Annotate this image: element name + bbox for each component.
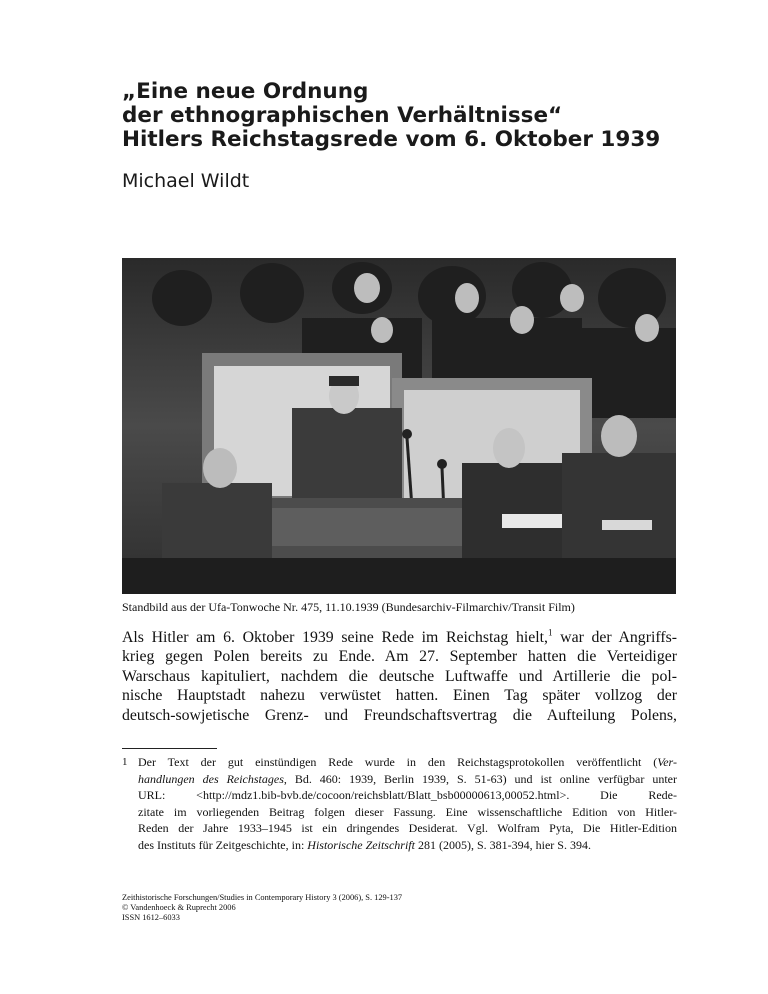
footnote-italic-text: Historische Zeitschrift xyxy=(307,837,415,852)
historical-photograph xyxy=(122,258,676,594)
footer-line-copyright: © Vandenhoeck & Ruprecht 2006 xyxy=(122,903,236,913)
footnote-text: des Instituts für Zeitgeschichte, in: xyxy=(138,837,308,852)
footnote xyxy=(122,754,677,854)
body-line: krieg gegen Polen bereits zu Ende. Am 27. September hatten die Verteidiger xyxy=(122,648,677,666)
footnote-text: Der Text der gut einstündigen Rede wurde in den Reichstagsprotokollen veröffentlicht ( xyxy=(138,755,658,769)
body-text-segment: Als Hitler am 6. Oktober 1939 seine Rede im Reichstag hielt, xyxy=(122,629,548,646)
footnote-line: zitate im vorliegenden Beitrag folgen dieser Fassung. Eine wissenschaftliche Edition von Hitler- xyxy=(138,804,677,819)
footnote-text: , Bd. 460: 1939, Berlin 1939, S. 51-63) und ist online verfügbar unter xyxy=(283,771,677,786)
footnote-italic-text: Ver- xyxy=(657,755,677,769)
footnote-text: 281 (2005), S. 381-394, hier S. 394. xyxy=(414,837,591,852)
body-line: nische Hauptstadt nahezu verwüstet hatten. Einen Tag später vollzog der xyxy=(122,687,677,705)
footnote-italic-text: handlungen des Reichstages xyxy=(138,771,284,786)
title-line: Hitlers Reichstagsrede vom 6. Oktober 1939 xyxy=(122,127,661,152)
body-text xyxy=(122,628,677,725)
footnote-reference[interactable]: 1 xyxy=(547,627,553,638)
footnote-line xyxy=(138,771,677,788)
article-title xyxy=(122,80,682,152)
body-line xyxy=(122,628,677,647)
author-name: Michael Wildt xyxy=(122,170,250,192)
body-text-segment: war der Angriffs- xyxy=(552,629,677,646)
footnote-line xyxy=(138,837,677,854)
body-line: Warschaus kapituliert, nachdem die deutsche Luftwaffe und Artillerie die pol- xyxy=(122,667,677,685)
footnote-line: Reden der Jahre 1933–1945 ist ein dringendes Desiderat. Vgl. Wolfram Pyta, Die Hitler-Edition xyxy=(138,821,677,836)
publication-footer xyxy=(122,893,402,924)
footer-line-issn: ISSN 1612–6033 xyxy=(122,913,180,923)
footnote-line xyxy=(138,754,677,771)
footer-line-journal: Zeithistorische Forschungen/Studies in Contemporary History 3 (2006), S. 129-137 xyxy=(122,893,403,902)
title-line: „Eine neue Ordnung xyxy=(122,79,369,104)
title-line: der ethnographischen Verhältnisse“ xyxy=(122,103,563,128)
footnote-divider xyxy=(122,748,217,749)
figure-caption: Standbild aus der Ufa-Tonwoche Nr. 475, 11.10.1939 (Bundesarchiv-Filmarchiv/Transit Film) xyxy=(122,600,575,614)
footnote-number: 1 xyxy=(122,756,128,768)
body-line: deutsch-sowjetische Grenz- und Freundschaftsvertrag die Aufteilung Polens, xyxy=(122,706,677,724)
footnote-url-line[interactable]: URL: <http://mdz1.bib-bvb.de/cocoon/reichsblatt/Blatt_bsb00000613,00052.html>. Die Rede- xyxy=(138,788,677,803)
